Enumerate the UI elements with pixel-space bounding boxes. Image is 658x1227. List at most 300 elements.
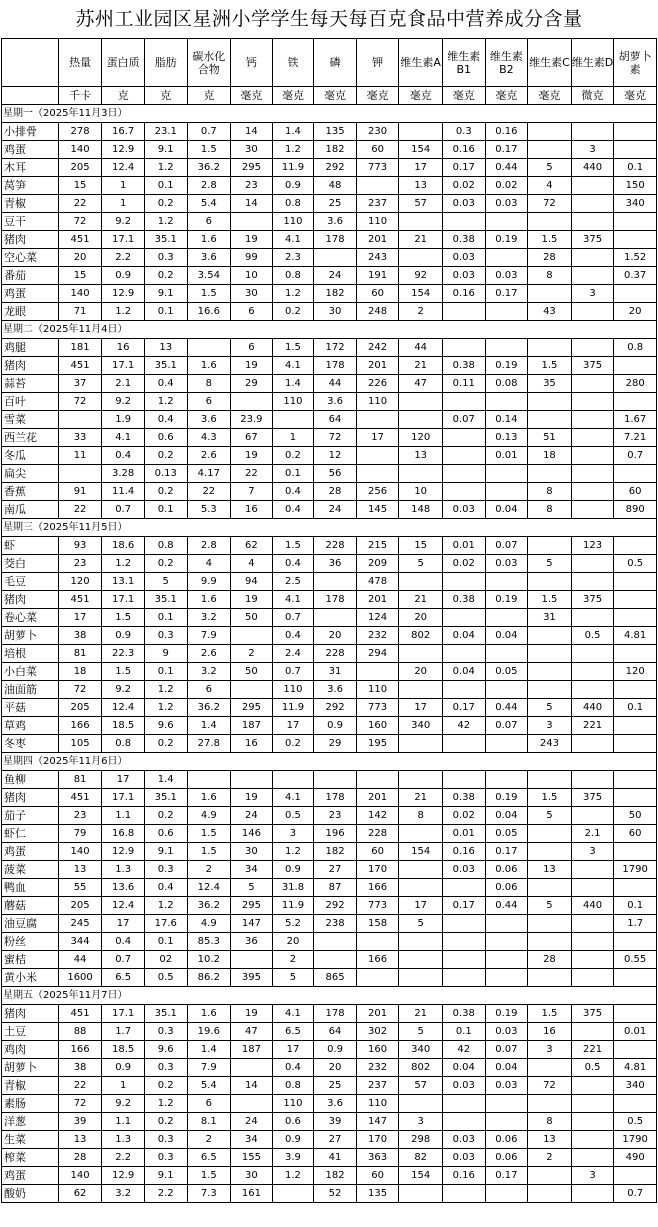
value-cell: 0.13 [485,429,528,447]
value-cell [614,609,657,627]
value-cell [485,735,528,753]
value-cell [442,213,485,231]
column-header: 维生素A [399,39,443,87]
value-cell: 344 [58,933,102,951]
value-cell: 187 [231,717,273,735]
value-cell: 17 [356,429,399,447]
value-cell: 4.17 [187,465,231,483]
table-row [2,141,657,159]
food-name: 胡萝卜 [2,1059,59,1077]
unit-cell [2,87,59,105]
value-cell: 93 [58,537,102,555]
value-cell: 340 [614,1077,657,1095]
value-cell: 0.2 [144,483,187,501]
value-cell: 72 [314,429,357,447]
value-cell: 155 [231,1149,273,1167]
value-cell [571,879,614,897]
value-cell [614,1167,657,1185]
value-cell: 0.9 [272,861,314,879]
value-cell: 0.16 [442,285,485,303]
value-cell: 0.7 [102,951,145,969]
value-cell [356,969,399,987]
day-header-row [2,321,657,339]
value-cell: 181 [58,339,102,357]
value-cell [571,663,614,681]
value-cell: 110 [272,1095,314,1113]
value-cell: 0.4 [144,411,187,429]
table-row [2,897,657,915]
value-cell: 6.5 [102,969,145,987]
value-cell [485,645,528,663]
value-cell: 1.2 [102,555,145,573]
value-cell: 0.3 [144,627,187,645]
table-row [2,1059,657,1077]
value-cell: 6 [187,213,231,231]
value-cell: 0.03 [442,501,485,519]
value-cell: 3 [272,825,314,843]
value-cell: 0.06 [485,879,528,897]
value-cell [356,447,399,465]
value-cell: 0.06 [485,861,528,879]
value-cell [614,789,657,807]
value-cell: 0.4 [102,933,145,951]
table-row [2,393,657,411]
column-header: 维生素B1 [442,39,485,87]
table-row [2,303,657,321]
value-cell [571,447,614,465]
value-cell [571,1131,614,1149]
value-cell [571,123,614,141]
value-cell: 6.5 [187,1149,231,1167]
value-cell: 1.5 [187,825,231,843]
value-cell: 17 [272,717,314,735]
value-cell: 2 [231,645,273,663]
value-cell: 50 [231,663,273,681]
value-cell: 256 [356,483,399,501]
value-cell [314,573,357,591]
value-cell [528,537,572,555]
value-cell: 56 [314,465,357,483]
value-cell [485,1113,528,1131]
value-cell: 28 [314,483,357,501]
value-cell: 0.2 [144,555,187,573]
value-cell: 9 [144,645,187,663]
value-cell [614,1041,657,1059]
value-cell: 28 [58,1149,102,1167]
value-cell: 146 [231,825,273,843]
table-row [2,861,657,879]
value-cell: 140 [58,141,102,159]
value-cell: 0.11 [442,375,485,393]
value-cell [485,483,528,501]
value-cell: 35.1 [144,231,187,249]
value-cell: 1.52 [614,249,657,267]
food-name: 小白菜 [2,663,59,681]
value-cell: 205 [58,897,102,915]
value-cell: 0.1 [614,699,657,717]
value-cell: 0.03 [485,555,528,573]
value-cell: 8.1 [187,1113,231,1131]
value-cell: 3.2 [102,1185,145,1203]
value-cell [571,951,614,969]
value-cell: 11 [58,447,102,465]
value-cell [231,627,273,645]
value-cell: 34 [231,861,273,879]
value-cell: 8 [399,807,443,825]
value-cell: 0.17 [442,699,485,717]
value-cell: 110 [272,393,314,411]
unit-row [2,87,657,105]
value-cell: 0.03 [485,195,528,213]
value-cell: 12 [314,447,357,465]
value-cell [571,1023,614,1041]
food-name: 虾仁 [2,825,59,843]
value-cell: 5 [528,699,572,717]
value-cell: 0.8 [272,1077,314,1095]
value-cell: 2 [528,1149,572,1167]
value-cell: 30 [231,1167,273,1185]
value-cell: 1.4 [144,771,187,789]
value-cell [399,951,443,969]
value-cell: 3 [571,1167,614,1185]
value-cell: 17.1 [102,357,145,375]
value-cell [571,1185,614,1203]
value-cell [528,663,572,681]
value-cell: 147 [356,1113,399,1131]
value-cell: 31.8 [272,879,314,897]
value-cell [571,1149,614,1167]
food-name: 毛豆 [2,573,59,591]
food-name: 虾 [2,537,59,555]
value-cell: 1 [102,177,145,195]
food-name: 鸡蛋 [2,141,59,159]
value-cell [231,1059,273,1077]
value-cell: 1.2 [272,141,314,159]
food-name: 鱼柳 [2,771,59,789]
value-cell: 17 [102,771,145,789]
value-cell: 451 [58,789,102,807]
value-cell [356,465,399,483]
value-cell: 178 [314,789,357,807]
value-cell: 292 [314,699,357,717]
value-cell: 16.8 [102,825,145,843]
value-cell: 154 [399,141,443,159]
value-cell: 1 [102,1077,145,1095]
value-cell: 42 [442,717,485,735]
value-cell: 16 [102,339,145,357]
value-cell [356,177,399,195]
value-cell: 295 [231,699,273,717]
value-cell [442,573,485,591]
value-cell: 19 [231,357,273,375]
value-cell: 16 [231,501,273,519]
value-cell: 0.1 [614,159,657,177]
value-cell: 170 [356,861,399,879]
value-cell: 0.02 [442,177,485,195]
value-cell: 64 [314,1023,357,1041]
table-row [2,339,657,357]
value-cell: 12.9 [102,141,145,159]
value-cell: 17 [102,915,145,933]
value-cell: 0.3 [144,249,187,267]
value-cell [442,933,485,951]
table-row [2,825,657,843]
value-cell: 67 [231,429,273,447]
value-cell: 5 [528,159,572,177]
value-cell [571,735,614,753]
value-cell [571,609,614,627]
food-name: 茭白 [2,555,59,573]
table-row [2,537,657,555]
food-name: 黄小米 [2,969,59,987]
value-cell [614,465,657,483]
day-label: 星期一（2025年11月3日） [2,105,657,123]
table-row [2,213,657,231]
table-row [2,483,657,501]
food-name: 油豆腐 [2,915,59,933]
value-cell: 3 [399,1113,443,1131]
value-cell: 0.8 [272,267,314,285]
value-cell: 7.21 [614,429,657,447]
value-cell: 9.2 [102,1095,145,1113]
value-cell [571,465,614,483]
value-cell: 14 [231,1077,273,1095]
value-cell: 0.03 [442,249,485,267]
value-cell: 4.1 [272,789,314,807]
value-cell: 3 [571,285,614,303]
unit-cell: 毫克 [231,87,273,105]
value-cell [571,177,614,195]
value-cell: 1.4 [272,375,314,393]
value-cell: 451 [58,357,102,375]
value-cell: 6 [231,339,273,357]
value-cell: 0.04 [485,501,528,519]
value-cell [442,915,485,933]
value-cell: 87 [314,879,357,897]
value-cell [614,591,657,609]
unit-cell: 克 [144,87,187,105]
value-cell: 209 [356,555,399,573]
value-cell: 2.1 [571,825,614,843]
food-name: 生菜 [2,1131,59,1149]
value-cell: 890 [614,501,657,519]
value-cell: 4.81 [614,627,657,645]
food-name: 卷心菜 [2,609,59,627]
value-cell [485,609,528,627]
value-cell: 166 [356,951,399,969]
value-cell [528,339,572,357]
value-cell: 36 [231,933,273,951]
food-name: 蜜桔 [2,951,59,969]
table-row [2,789,657,807]
value-cell: 20 [399,609,443,627]
value-cell: 201 [356,357,399,375]
day-header-row [2,753,657,771]
value-cell: 0.03 [442,195,485,213]
value-cell: 451 [58,591,102,609]
value-cell [571,213,614,231]
value-cell: 0.3 [144,1059,187,1077]
food-name: 土豆 [2,1023,59,1041]
value-cell: 363 [356,1149,399,1167]
value-cell: 27.8 [187,735,231,753]
value-cell: 0.16 [442,141,485,159]
value-cell: 21 [399,1005,443,1023]
value-cell: 7.9 [187,1059,231,1077]
food-name: 扁尖 [2,465,59,483]
value-cell: 802 [399,627,443,645]
value-cell: 0.2 [144,447,187,465]
value-cell: 47 [399,375,443,393]
value-cell: 1.3 [102,1131,145,1149]
value-cell [528,825,572,843]
value-cell: 120 [399,429,443,447]
value-cell: 2.2 [144,1185,187,1203]
value-cell: 135 [314,123,357,141]
value-cell: 0.19 [485,1005,528,1023]
value-cell: 21 [399,591,443,609]
value-cell [442,465,485,483]
value-cell: 20 [399,663,443,681]
value-cell [314,609,357,627]
column-header: 钙 [231,39,273,87]
value-cell: 8 [528,1113,572,1131]
value-cell [485,573,528,591]
value-cell [528,645,572,663]
value-cell: 0.7 [272,609,314,627]
value-cell [571,303,614,321]
food-name: 鸡肉 [2,1041,59,1059]
value-cell: 0.2 [144,735,187,753]
value-cell [571,771,614,789]
value-cell [485,771,528,789]
value-cell: 22 [58,1077,102,1095]
value-cell: 23 [314,807,357,825]
value-cell [399,879,443,897]
value-cell: 24 [231,1113,273,1131]
value-cell: 31 [528,609,572,627]
value-cell: 17.1 [102,1005,145,1023]
value-cell: 0.01 [614,1023,657,1041]
value-cell: 88 [58,1023,102,1041]
value-cell [614,735,657,753]
table-row [2,1041,657,1059]
food-name: 鸡腿 [2,339,59,357]
value-cell: 2.4 [272,645,314,663]
value-cell: 0.17 [442,159,485,177]
value-cell: 15 [58,177,102,195]
value-cell: 3.6 [187,411,231,429]
value-cell [187,771,231,789]
value-cell [571,195,614,213]
value-cell: 18.5 [102,1041,145,1059]
value-cell: 0.01 [442,537,485,555]
value-cell: 451 [58,1005,102,1023]
value-cell [528,573,572,591]
value-cell: 5 [528,897,572,915]
value-cell: 1.1 [102,807,145,825]
value-cell: 22 [231,465,273,483]
value-cell: 2 [399,303,443,321]
value-cell: 0.02 [442,807,485,825]
value-cell: 38 [58,627,102,645]
value-cell: 29 [314,735,357,753]
value-cell: 340 [399,717,443,735]
value-cell: 773 [356,897,399,915]
value-cell: 248 [356,303,399,321]
food-name: 鸡蛋 [2,1167,59,1185]
value-cell [485,249,528,267]
table-row [2,915,657,933]
value-cell: 0.9 [272,1131,314,1149]
column-header: 蛋白质 [102,39,145,87]
value-cell: 178 [314,231,357,249]
value-cell: 182 [314,285,357,303]
food-name: 百叶 [2,393,59,411]
value-cell: 195 [356,735,399,753]
value-cell: 1.2 [272,1167,314,1185]
value-cell: 0.05 [485,663,528,681]
value-cell: 30 [231,843,273,861]
value-cell: 30 [231,141,273,159]
value-cell: 0.13 [144,465,187,483]
value-cell: 72 [58,393,102,411]
value-cell: 237 [356,1077,399,1095]
value-cell: 178 [314,591,357,609]
food-name: 香蕉 [2,483,59,501]
value-cell: 154 [399,843,443,861]
value-cell: 9.1 [144,141,187,159]
value-cell: 0.5 [144,969,187,987]
value-cell: 16.6 [187,303,231,321]
header-row [2,39,657,87]
table-row [2,663,657,681]
value-cell [528,879,572,897]
table-row [2,555,657,573]
value-cell: 13 [58,1131,102,1149]
value-cell: 0.07 [442,411,485,429]
value-cell [485,969,528,987]
value-cell: 8 [528,483,572,501]
value-cell: 0.01 [485,447,528,465]
value-cell: 292 [314,897,357,915]
value-cell [485,915,528,933]
value-cell: 230 [356,123,399,141]
table-row [2,1131,657,1149]
column-header: 碳水化合物 [187,39,231,87]
value-cell: 0.3 [442,123,485,141]
value-cell: 13 [528,1131,572,1149]
value-cell [528,681,572,699]
value-cell [231,681,273,699]
value-cell: 166 [58,1041,102,1059]
value-cell: 0.7 [614,447,657,465]
value-cell: 13 [399,177,443,195]
value-cell [528,123,572,141]
value-cell [528,1185,572,1203]
value-cell: 478 [356,573,399,591]
value-cell: 16.7 [102,123,145,141]
value-cell [442,609,485,627]
table-row [2,699,657,717]
value-cell [231,213,273,231]
value-cell: 60 [356,141,399,159]
table-row [2,465,657,483]
value-cell: 451 [58,231,102,249]
food-name: 胡萝卜 [2,627,59,645]
value-cell: 62 [231,537,273,555]
value-cell: 0.7 [102,501,145,519]
